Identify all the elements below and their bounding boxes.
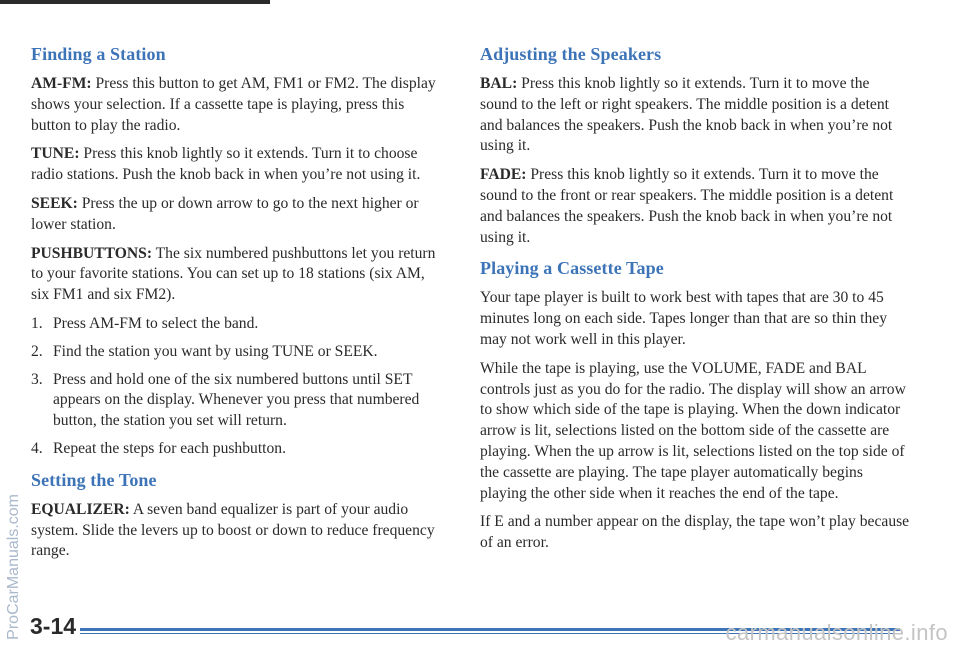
watermark-left-text: ProCarManuals.com xyxy=(5,494,22,640)
step-text: Press and hold one of the six numbered buttons until SET appears on the display. Whenever you press that numbered button, the station you set will return. xyxy=(53,370,420,430)
tune-term: TUNE: xyxy=(31,145,80,163)
step-item xyxy=(31,314,439,335)
step-item xyxy=(31,342,439,363)
seek-text: Press the up or down arrow to go to the next higher or lower station. xyxy=(31,194,419,233)
fade-term: FADE: xyxy=(480,166,527,184)
amfm-text: Press this button to get AM, FM1 or FM2. The display shows your selection. If a cassette tape is playing, press this button to play the radio. xyxy=(31,75,436,134)
step-text: Find the station you want by using TUNE or SEEK. xyxy=(53,342,378,360)
left-column xyxy=(31,36,439,570)
step-text: Repeat the steps for each pushbutton. xyxy=(53,439,286,457)
fade-text: Press this knob lightly so it extends. Turn it to move the sound to the front or rear speakers. The middle position is a detent and balances the speakers. Push the knob back in when you’re not using it. xyxy=(480,166,894,246)
step-number: 2. xyxy=(31,342,43,360)
step-item xyxy=(31,439,439,460)
bal-term: BAL: xyxy=(480,75,518,92)
setting-tone-heading: Setting the Tone xyxy=(31,469,157,490)
step-number: 4. xyxy=(31,439,43,457)
amfm-paragraph xyxy=(31,74,439,136)
right-column xyxy=(480,36,910,562)
tune-paragraph xyxy=(31,144,439,186)
step-text: Press AM-FM to select the band. xyxy=(53,314,259,332)
bal-text: Press this knob lightly so it extends. Turn it to move the sound to the left or right speakers. The middle position is a detent and balances the speakers. Push the knob back in when you’re not using it. xyxy=(480,75,893,155)
equalizer-paragraph xyxy=(31,500,439,562)
bal-paragraph xyxy=(480,74,910,157)
seek-paragraph xyxy=(31,194,439,236)
pushbuttons-text: The six numbered pushbuttons let you return to your favorite stations. You can set up to 18 stations (six AM, six FM1 and six FM2). xyxy=(31,244,436,304)
equalizer-text: A seven band equalizer is part of your audio system. Slide the levers up to boost or down to reduce frequency range. xyxy=(31,500,435,560)
playing-cassette-heading: Playing a Cassette Tape xyxy=(480,258,664,279)
finding-station-heading: Finding a Station xyxy=(31,44,166,64)
step-item xyxy=(31,370,439,432)
seek-term: SEEK: xyxy=(31,194,78,212)
page-number: 3-14 xyxy=(30,613,77,639)
equalizer-term: EQUALIZER: xyxy=(31,500,130,518)
pushbuttons-term: PUSHBUTTONS: xyxy=(31,244,153,262)
watermark-left xyxy=(3,220,25,640)
step-number: 3. xyxy=(31,370,43,388)
cassette-paragraph-2: While the tape is playing, use the VOLUME, FADE and BAL controls just as you do for the radio. The display will show an arrow to show which side of the tape is playing. When the down indicator arrow is lit, selections listed on the bottom side of the cassette are playing. When the up arrow is lit, selections listed on the top side of the cassette are playing. The tape player automatically begins playing the other side when it reaches the end of the tape. xyxy=(480,359,906,502)
pushbutton-steps xyxy=(31,314,439,460)
top-rule xyxy=(0,0,270,4)
fade-paragraph xyxy=(480,165,910,248)
tune-text: Press this knob lightly so it extends. Turn it to choose radio stations. Push the knob back in when you’re not using it. xyxy=(31,145,421,184)
step-number: 1. xyxy=(31,314,43,332)
cassette-paragraph-1: Your tape player is built to work best with tapes that are 30 to 45 minutes long on each side. Tapes longer than that are so thin they may not work well in this player. xyxy=(480,289,887,348)
cassette-paragraph-3: If E and a number appear on the display, the tape won’t play because of an error. xyxy=(480,513,910,552)
amfm-term: AM-FM: xyxy=(31,75,92,92)
adjusting-speakers-heading: Adjusting the Speakers xyxy=(480,44,662,64)
pushbuttons-paragraph xyxy=(31,244,439,306)
watermark-bottom: carmanualsonline.info xyxy=(725,620,948,645)
